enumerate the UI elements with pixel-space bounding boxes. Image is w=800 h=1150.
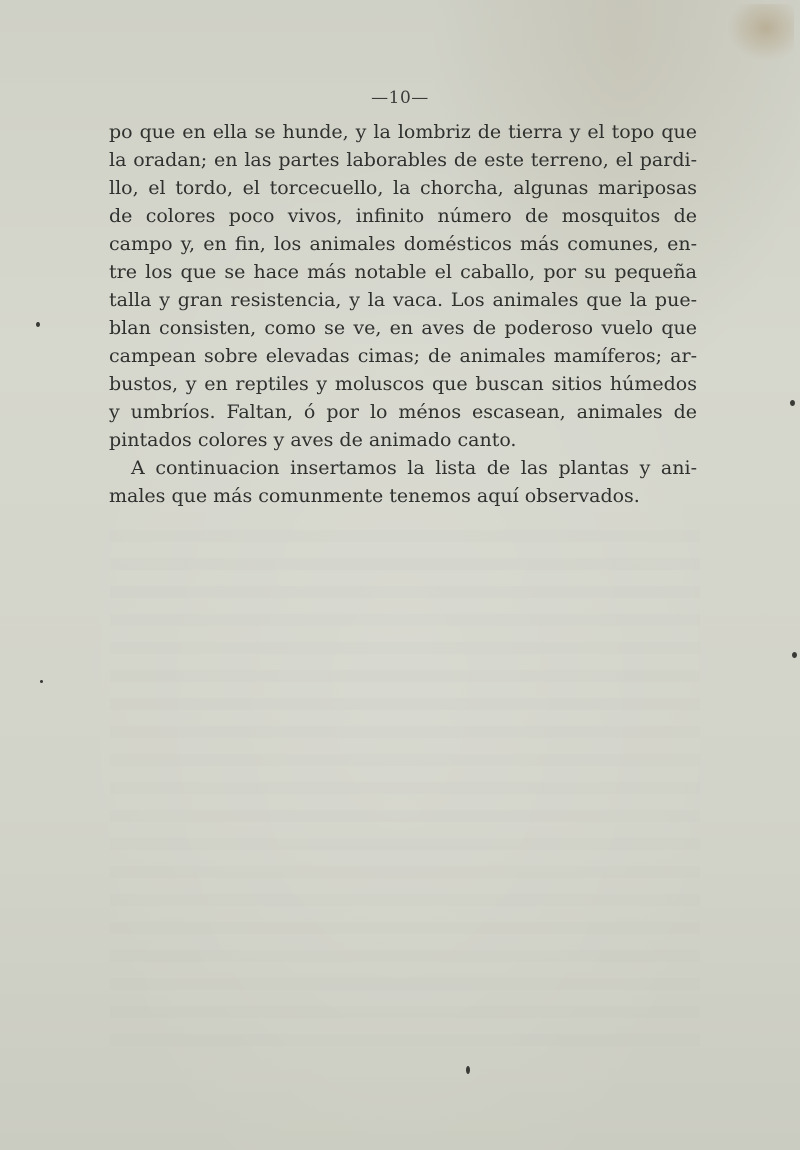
text-line: campo y, en fin, los animales domésticos más comunes, en- <box>109 233 697 255</box>
corner-stain <box>724 4 794 64</box>
body-text <box>109 118 697 510</box>
text-line: de colores poco vivos, infinito número de mosquitos de <box>109 205 697 227</box>
page-number-header: —10— <box>371 88 429 108</box>
text-line: la oradan; en las partes laborables de este terreno, el pardi- <box>109 149 697 171</box>
text-line: llo, el tordo, el torcecuello, la chorcha, algunas mariposas <box>109 177 697 199</box>
show-through-area <box>110 530 700 1050</box>
text-line: campean sobre elevadas cimas; de animales mamíferos; ar- <box>109 345 697 367</box>
text-line: talla y gran resistencia, y la vaca. Los animales que la pue- <box>109 289 697 311</box>
text-line: males que más comunmente tenemos aquí observados. <box>109 485 640 507</box>
ink-speck <box>466 1066 470 1074</box>
ink-speck <box>36 322 40 327</box>
text-line: pintados colores y aves de animado canto. <box>109 429 517 451</box>
text-line: y umbríos. Faltan, ó por lo ménos escasean, animales de <box>109 401 697 423</box>
text-line: A continuacion insertamos la lista de las plantas y ani- <box>131 457 697 479</box>
text-line: blan consisten, como se ve, en aves de poderoso vuelo que <box>109 317 697 339</box>
text-line: bustos, y en reptiles y moluscos que buscan sitios húmedos <box>109 373 697 395</box>
text-line: po que en ella se hunde, y la lombriz de tierra y el topo que <box>109 121 697 143</box>
ink-speck <box>40 680 43 683</box>
ink-speck <box>792 652 797 658</box>
text-line: tre los que se hace más notable el caballo, por su pequeña <box>109 261 697 283</box>
ink-speck <box>790 400 795 406</box>
